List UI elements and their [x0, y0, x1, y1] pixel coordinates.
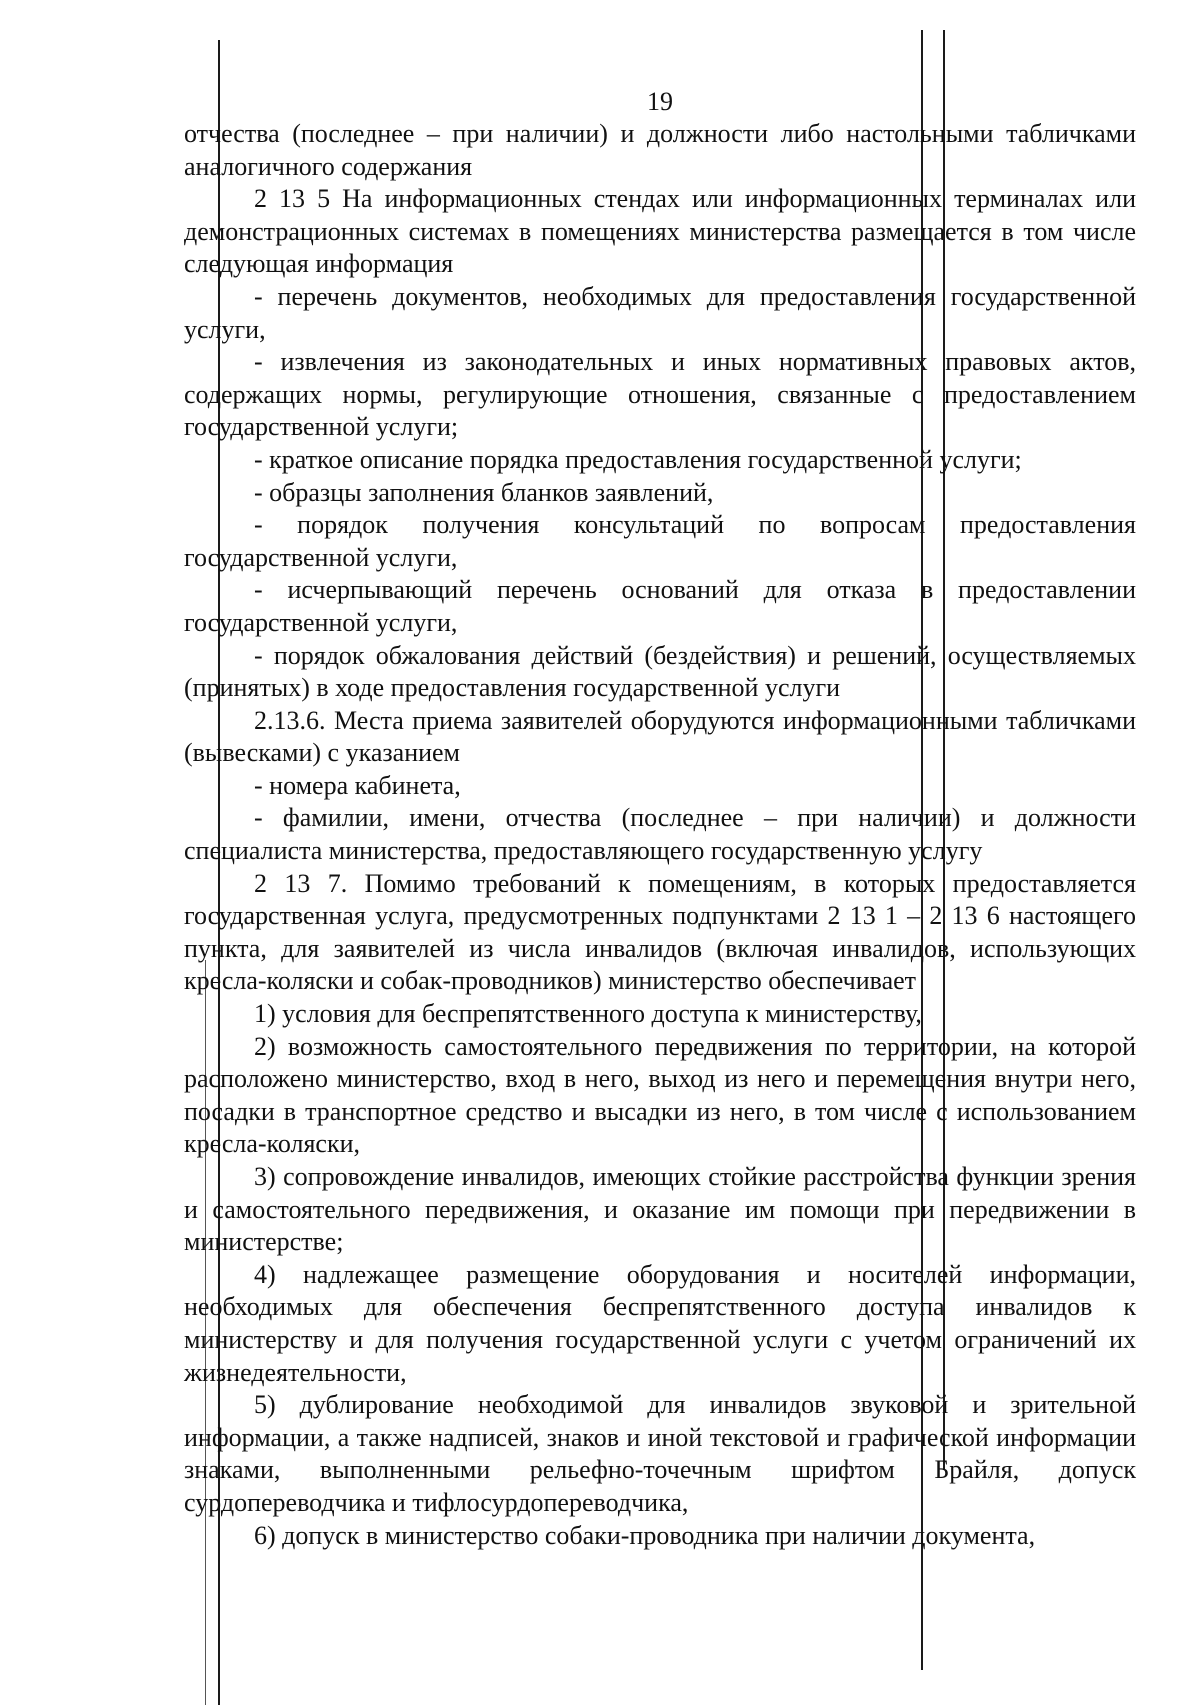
paragraph: 3) сопровождение инвалидов, имеющих стойкие расстройства функции зрения и самостоятельного передвижения, и оказание им помощи при передвижении в министерстве;: [184, 1162, 1136, 1257]
document-body: [184, 118, 1136, 1552]
paragraph: - порядок получения консультаций по вопросам предоставления государственной услуги,: [184, 510, 1136, 572]
paragraph: 1) условия для беспрепятственного доступа к министерству,: [254, 999, 922, 1029]
paragraph: - исчерпывающий перечень оснований для отказа в предоставлении государственной услуги,: [184, 575, 1136, 637]
paragraph: - образцы заполнения бланков заявлений,: [254, 477, 714, 507]
paragraph: 6) допуск в министерство собаки-проводника при наличии документа,: [254, 1520, 1036, 1550]
paragraph: отчества (последнее – при наличии) и должности либо настольными табличками аналогичного содержания: [184, 119, 1136, 181]
paragraph: 5) дублирование необходимой для инвалидов звуковой и зрительной информации, а также надписей, знаков и иной текстовой и графической информации знаками, выполненными рельефно-точечным шрифтом Брайля, допуск сурдопереводчика и тифлосурдопереводчика,: [184, 1390, 1136, 1517]
paragraph: - краткое описание порядка предоставления государственной услуги;: [254, 444, 1022, 474]
paragraph: 2) возможность самостоятельного передвижения по территории, на которой расположено министерство, вход в него, выход из него и перемещения внутри него, посадки в транспортное средство и высадки из него, в том числе с использованием кресла-коляски,: [184, 1031, 1136, 1159]
paragraph: 2 13 5 На информационных стендах или информационных терминалах или демонстрационных системах в помещениях министерства размещается в том числе следующая информация: [184, 184, 1136, 279]
paragraph: - фамилии, имени, отчества (последнее – при наличии) и должности специалиста министерства, предоставляющего государственную услугу: [184, 803, 1136, 866]
paragraph: 4) надлежащее размещение оборудования и носителей информации, необходимых для обеспечения беспрепятственного доступа инвалидов к министерству и для получения государственной услуги с учетом ограничений их жизнедеятельности,: [184, 1259, 1136, 1387]
paragraph: 2 13 7. Помимо требований к помещениям, в которых предоставляется государственная услуга, предусмотренных подпунктами 2 13 1 – 2 13 6 настоящего пункта, для заявителей из числа инвалидов (включая инвалидов, использующих кресла-коляски и собак-проводников) министерство обеспечивает: [184, 868, 1136, 996]
paragraph: - номера кабинета,: [254, 770, 461, 800]
paragraph: 2.13.6. Места приема заявителей оборудуются информационными табличками (вывесками) с указанием: [184, 705, 1136, 768]
paragraph: - извлечения из законодательных и иных нормативных правовых актов, содержащих нормы, регулирующие отношения, связанные с предоставлением государственной услуги;: [184, 347, 1136, 442]
paragraph: - порядок обжалования действий (бездействия) и решений, осуществляемых (принятых) в ходе предоставления государственной услуги: [184, 640, 1136, 703]
paragraph: - перечень документов, необходимых для предоставления государственной услуги,: [184, 281, 1136, 344]
page-number: 19: [647, 87, 673, 116]
